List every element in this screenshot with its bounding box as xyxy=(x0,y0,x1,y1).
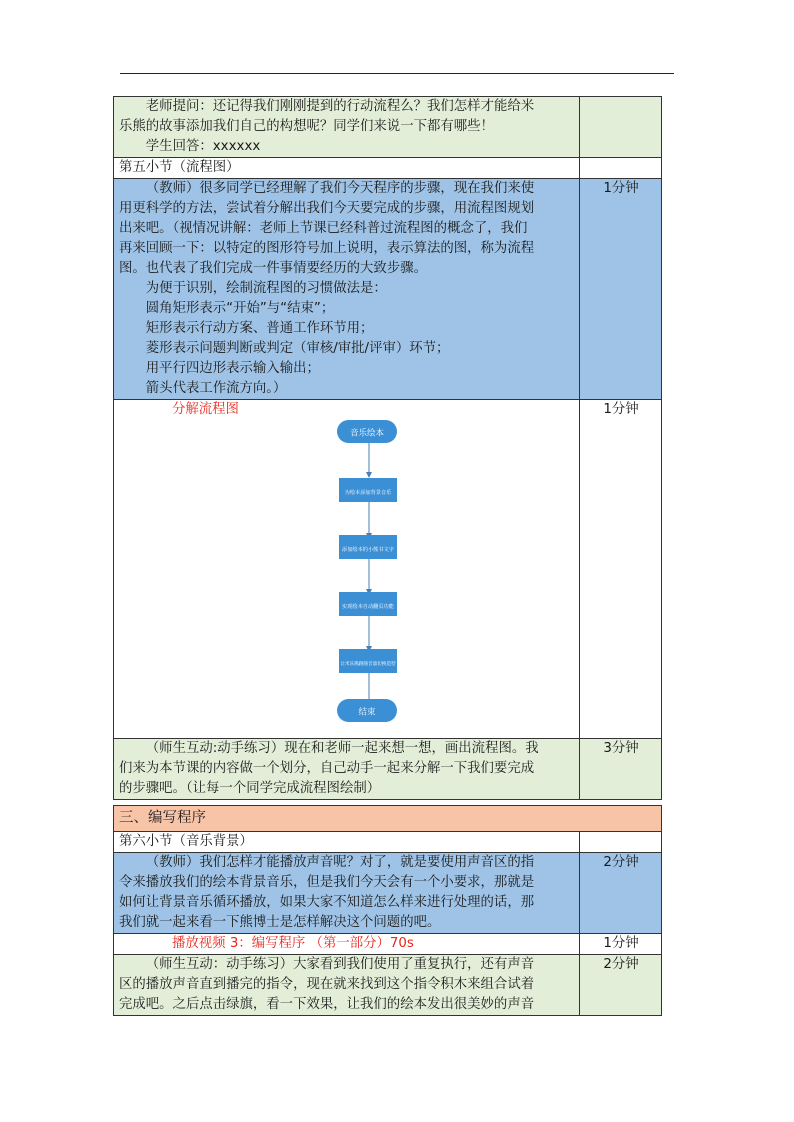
table-row xyxy=(114,955,662,1016)
time-cell: 1分钟 xyxy=(580,934,662,955)
table-row xyxy=(114,97,662,158)
time-cell: 2分钟 xyxy=(580,853,662,934)
teacher-cell xyxy=(114,853,580,934)
text-line: 箭头代表工作流方向。） xyxy=(145,381,287,396)
table-row xyxy=(114,179,662,400)
text-line: 用平行四边形表示输入输出； xyxy=(145,361,320,376)
time-cell xyxy=(580,97,662,158)
interaction-cell xyxy=(114,739,580,800)
table-row xyxy=(114,400,662,739)
flowchart-container xyxy=(119,400,575,724)
flow-step-label: 为绘本添加背景音乐 xyxy=(344,490,392,496)
table-row xyxy=(114,739,662,800)
text-line: 完成吧。之后点击绿旗，看一下效果，让我们的绘本发出很美妙的声音 xyxy=(119,997,535,1012)
time-cell xyxy=(580,832,662,853)
text-line: 我们就一起来看一下熊博士是怎样解决这个问题的吧。 xyxy=(119,915,441,930)
time-cell: 3分钟 xyxy=(580,739,662,800)
time-cell: 1分钟 xyxy=(580,179,662,400)
flow-step-label: 添加绘本的小熊书文字 xyxy=(342,547,394,553)
flow-step-label: 实现绘本自动翻页功能 xyxy=(342,604,394,610)
text-line: 图。也代表了我们完成一件事情要经历的大致步骤。 xyxy=(119,261,427,276)
table-row xyxy=(114,934,662,955)
text-line: 乐熊的故事添加我们自己的构想呢？同学们来说一下都有哪些！ xyxy=(119,119,494,134)
text-line: （教师）很多同学已经理解了我们今天程序的步骤，现在我们来使 xyxy=(145,181,535,196)
text-line: 为便于识别，绘制流程图的习惯做法是： xyxy=(145,281,387,296)
teacher-cell xyxy=(114,179,580,400)
flowchart-cell xyxy=(114,400,580,739)
section-title: 第五小节（流程图） xyxy=(114,158,580,179)
video-label: 播放视频 3：编写程序 （第一部分）70s xyxy=(172,936,414,951)
table-row xyxy=(114,158,662,179)
lesson-table-1 xyxy=(113,96,662,800)
flow-step-label: 让米乐熊跟随音量切换造型 xyxy=(340,662,396,667)
flowchart-diagram xyxy=(335,418,403,724)
table-row xyxy=(114,832,662,853)
text-line: （师生互动:动手练习）现在和老师一起来想一想，画出流程图。我 xyxy=(145,741,539,756)
text-line: 用更科学的方法，尝试着分解出我们今天要完成的步骤，用流程图规划 xyxy=(119,201,535,216)
flow-start-label: 音乐绘本 xyxy=(349,428,385,439)
table-row xyxy=(114,853,662,934)
text-line: 如何让背景音乐循环播放，如果大家不知道怎么样来进行处理的话，那 xyxy=(119,895,535,910)
interaction-cell xyxy=(114,955,580,1016)
question-cell xyxy=(114,97,580,158)
text-line: 矩形表示行动方案、普通工作环节用； xyxy=(145,321,374,336)
time-cell: 1分钟 xyxy=(580,400,662,739)
text-line: 老师提问：还记得我们刚刚提到的行动流程么？我们怎样才能给米 xyxy=(145,99,535,114)
text-line: （师生互动：动手练习）大家看到我们使用了重复执行，还有声音 xyxy=(145,957,535,972)
text-line: 菱形表示问题判断或判定（审核/审批/评审）环节； xyxy=(145,341,450,356)
text-line: （教师）我们怎样才能播放声音呢？对了，就是要使用声音区的指 xyxy=(145,855,535,870)
time-cell xyxy=(580,158,662,179)
text-line: 令来播放我们的绘本背景音乐，但是我们今天会有一个小要求，那就是 xyxy=(119,875,535,890)
text-line: 圆角矩形表示“开始”与“结束”； xyxy=(145,301,335,316)
time-cell: 2分钟 xyxy=(580,955,662,1016)
text-line: 出来吧。（视情况讲解：老师上节课已经科普过流程图的概念了，我们 xyxy=(119,221,528,236)
section-title: 第六小节（音乐背景） xyxy=(114,832,580,853)
video-cell xyxy=(114,934,580,955)
flow-end-label: 结束 xyxy=(358,707,376,718)
text-line: 再来回顾一下：以特定的图形符号加上说明，表示算法的图，称为流程 xyxy=(119,241,535,256)
chapter-heading: 三、编写程序 xyxy=(114,806,662,832)
text-line: 区的播放声音直到播完的指令，现在就来找到这个指令积木来组合试着 xyxy=(119,977,535,992)
flow-step-node xyxy=(339,649,397,673)
text-line: 们来为本节课的内容做一个划分，自己动手一起来分解一下我们要完成 xyxy=(119,761,535,776)
lesson-table-2 xyxy=(113,805,662,1016)
text-line: 的步骤吧。（让每一个同学完成流程图绘制） xyxy=(119,781,381,796)
flowchart-label: 分解流程图 xyxy=(172,402,239,417)
text-line: 学生回答：xxxxxx xyxy=(145,139,261,154)
header-rule xyxy=(120,73,674,74)
table-row xyxy=(114,806,662,832)
